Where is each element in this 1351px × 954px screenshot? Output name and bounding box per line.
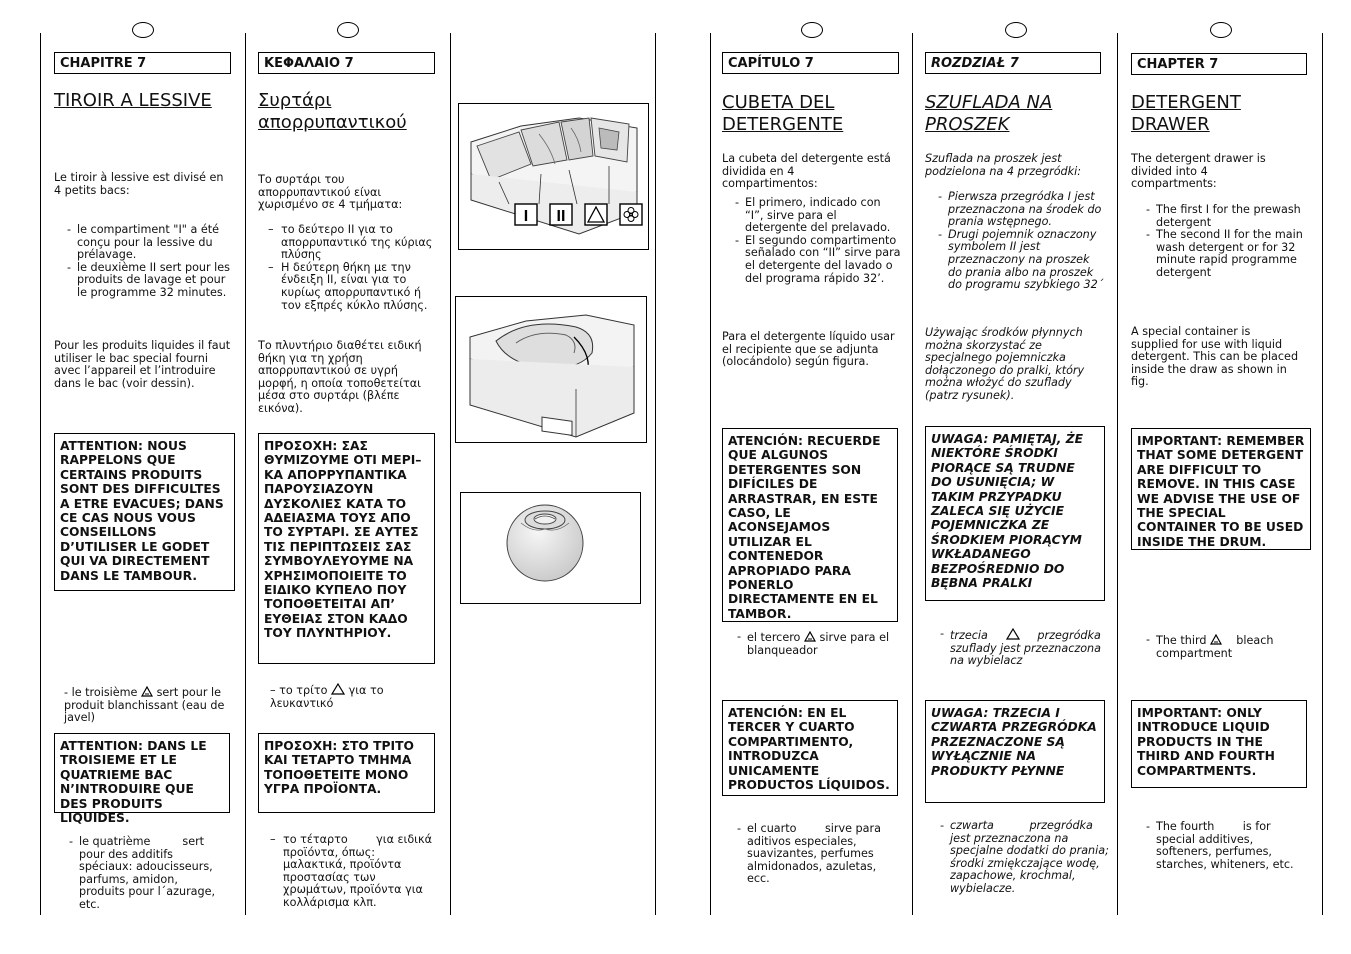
list-item (1143, 821, 1305, 871)
item-text: sirve para el blanqueador (747, 631, 890, 657)
column-rule (912, 33, 913, 915)
warning-box: ΠΡΟΣΟΧΗ: ΣΑΣ ΘΥΜΙΖΟΥΜΕ ΟΤΙ ΜΕΡΙ– ΚΑ ΑΠΟΡΡΥΠΑΝΤΙΚΑ ΠΑΡΟΥΣΙΑΖΟΥΝ ΔΥΣΚΟΛΙΕΣ ΚΑΤΑ ΤΟ ΑΔΕΙΑΣΜΑ ΤΟΥΣ ΑΠΟ ΤΟ ΣΥΡΤΑΡΙ. ΣΕ ΑΥΤΕΣ ΤΙΣ ΠΕΡΙΠΤΩΣΕΙΣ ΣΑΣ ΣΥΜΒΟΥΛΕΥΟΥΜΕ ΝΑ ΧΡΗΣΙΜΟΠΟΙΕΙΤΕ ΤΟ ΕΙΔΙΚΟ ΚΥΠΕΛΟ ΠΟΥ ΤΟΠΟΘΕΤΕΙΤΑΙ ΑΠ’ ΕΥΘΕΙΑΣ ΣΤΟΝ ΚΑΔΟ ΤΟΥ ΠΛΥΝΤΗΡΙΟΥ. (258, 433, 435, 664)
list-item-third: - le troisième sert pour le produit blanchissant (eau de javel) (64, 686, 225, 725)
item-text: is for special additives, softeners, perfumes, starches, whiteners, etc. (1156, 820, 1294, 871)
compartment-label-1: I (523, 208, 529, 225)
warning-box: UWAGA: TRZECIA I CZWARTA PRZEGRÓDKA PRZEZNACZONE SĄ WYŁĄCZNIE NA PRODUKTY PŁYNNE (925, 700, 1105, 803)
bleach-triangle-icon (1006, 628, 1020, 640)
compartment-list (64, 224, 232, 300)
item-text: bleach compartment (1156, 634, 1274, 660)
chapter-heading: ROZDZIAŁ 7 (925, 52, 1101, 74)
section-title: TIROIR A LESSIVE (54, 90, 212, 111)
warning-box: ATTENTION: NOUS RAPPELONS QUE CERTAINS PRODUITS SONT DES DIFFICULTES A ETRE EVACUES; DANS CE CAS NOUS VOUS CONSEILLONS D’UTILISER LE GODET QUI VA DIRECTEMENT DANS LE TAMBOUR. (54, 433, 235, 591)
language-circle-pl (1005, 22, 1027, 38)
list-item-third (937, 628, 1107, 668)
item-label: le troisième (71, 686, 138, 699)
list-item-third: – το τρίτο για το λευκαντικό (270, 684, 384, 710)
section-title: Συρτάρι απορρυπαντικού (258, 90, 407, 133)
chapter-heading: ΚΕΦΑΛΑΙΟ 7 (258, 52, 435, 74)
language-circle-es (801, 22, 823, 38)
compartment-label-2: II (556, 208, 566, 225)
list-item-fourth (734, 823, 899, 886)
list-item-third (734, 631, 899, 657)
item-label: el cuarto (747, 822, 797, 835)
list-item: - Pierwsza przegródka I jest przeznaczona na środek do prania wstępnego. (935, 191, 1107, 229)
item-label: trzecia (950, 629, 988, 642)
warning-box: UWAGA: PAMIĘTAJ, ŻE NIEKTÓRE ŚRODKI PIORĄCE SĄ TRUDNE DO USUNIĘCIA; W TAKIM PRZYPADKU ZALECA SIĘ UŻYCIE POJEMNICZKA ZE ŚRODKIEM PIORĄCYM WKŁADANEGO BEZPOŚREDNIO DO BĘBNA PRALKI (925, 426, 1105, 601)
detergent-ball-figure (460, 492, 641, 604)
item-text: για το λευκαντικό (270, 684, 384, 710)
liquid-text: A special container is supplied for use with liquid detergent. This can be placed inside the draw as shown in fig. (1131, 325, 1299, 389)
liquid-text: Pour les produits liquides il faut utiliser le bac special fourni avec l’appareil et l’introduire dans le bac (voir dessin). (54, 339, 231, 390)
item-text: για ειδικά προϊόντα, όπως: μαλακτικά, προϊόντα προστασίας των χρωμάτων, προϊόντα για κολλάρισμα κλπ. (283, 833, 432, 909)
item-label: czwarta (950, 819, 994, 832)
column-rule (655, 33, 656, 915)
bleach-triangle-icon (1210, 634, 1222, 645)
list-item (937, 820, 1109, 896)
intro-text: Το συρτάρι του απορρυπαντικού είναι χωρισμένο σε 4 τμήματα: (258, 173, 403, 212)
list-item (270, 834, 436, 910)
list-item: - Drugi pojemnik oznaczony symbolem II jest przeznaczony na proszek do prania albo na proszek do programu szybkiego 32´ (935, 229, 1107, 292)
warning-box: IMPORTANT: REMEMBER THAT SOME DETERGENT ARE DIFFICULT TO REMOVE. IN THIS CASE WE ADVISE THE USE OF THE SPECIAL CONTAINER TO BE USED INSIDE THE DRUM. (1131, 428, 1311, 550)
liquid-text: Para el detergente líquido usar el recipiente que se adjunta (olocándolo) según figura. (722, 330, 895, 369)
list-item: – το δεύτερο II για το απορρυπαντικό της κύριας πλύσης (268, 224, 438, 262)
dosing-ball-illustration (461, 493, 640, 603)
intro-text: Le tiroir à lessive est divisé en 4 petits bacs: (54, 171, 224, 197)
bleach-triangle-icon (331, 683, 345, 695)
compartment-list (1143, 204, 1311, 280)
list-item: - The second II for the main wash detergent or for 32 minute rapid programme detergent (1143, 229, 1311, 279)
list-item: – Η δεύτερη θήκη με την ένδειξη II, είναι για το κυρίως απορρυπαντικό ή τον εξπρές κύκλο πλύσης. (268, 262, 438, 312)
list-item: - le deuxième II sert pour les produits de lavage et pour le programme 32 minutes. (64, 262, 232, 300)
language-circle-en (1210, 22, 1232, 38)
intro-text: Szuflada na proszek jest podzielona na 4 przegródki: (925, 152, 1082, 178)
list-item-fourth (1143, 821, 1305, 871)
compartment-list (268, 224, 438, 312)
item-text: sert pour des additifs spéciaux: adoucisseurs, parfums, amidon, produits pour l´azurage, etc. (79, 835, 216, 911)
liquid-text: Używając środków płynnych można skorzystać ze specjalnego pojemniczka dołączonego do pralki, który można włożyć do szuflady (patrz rysunek). (925, 326, 1085, 402)
column-rule (1322, 33, 1323, 915)
warning-box: ΠΡΟΣΟΧΗ: ΣΤΟ ΤΡΙΤΟ ΚΑΙ ΤΕΤΑΡΤΟ ΤΜΗΜΑ ΤΟΠΟΘΕΤΕΙΤΕ ΜΟΝΟ ΥΓΡΑ ΠΡΟΪΟΝΤΑ. (258, 733, 435, 813)
drawer-with-container-illustration (456, 297, 646, 442)
list-item (66, 836, 226, 912)
item-label: The fourth (1156, 820, 1215, 833)
item-text: przegródka jest przeznaczona na specjalne dodatki do prania; środki zmiękczające wodę, zapachowe, krochmal, wybielacze. (950, 819, 1109, 895)
list-item (734, 631, 899, 657)
language-circle-fr (132, 22, 154, 38)
bleach-triangle-icon (804, 631, 816, 642)
list-item (734, 823, 899, 886)
item-text: przegródka szuflady jest przeznaczona na wybielacz (950, 629, 1102, 668)
warning-box: IMPORTANT: ONLY INTRODUCE LIQUID PRODUCTS IN THE THIRD AND FOURTH COMPARTMENTS. (1131, 700, 1307, 788)
item-text: sirve para aditivos especiales, suavizantes, perfumes almidonados, azuletas, ecc. (747, 822, 881, 886)
list-item: - El segundo compartimento señalado con “II” sirve para el detergente del lavado o del programa rápido 32’. (732, 235, 902, 285)
chapter-heading: CHAPTER 7 (1131, 53, 1307, 75)
item-text: sert pour le produit blanchissant (eau de javel) (64, 686, 225, 725)
section-title: CUBETA DEL DETERGENTE (722, 92, 844, 135)
compartment-list (732, 197, 902, 285)
column-rule (450, 33, 451, 915)
list-item-fourth (66, 836, 226, 912)
drawer-compartments-figure (458, 103, 649, 250)
list-item-fourth (270, 834, 436, 910)
chapter-heading: CAPÍTULO 7 (722, 52, 899, 74)
section-title: SZUFLADA NA PROSZEK (925, 92, 1053, 135)
section-title: DETERGENT DRAWER (1131, 92, 1241, 135)
list-item: - El primero, indicado con “I”, sirve para el detergente del prelavado. (732, 197, 902, 235)
item-label: The third (1156, 634, 1207, 647)
bleach-triangle-icon (141, 686, 153, 697)
list-item (937, 628, 1107, 668)
item-label: το τρίτο (279, 684, 328, 697)
warning-box: ATENCIÓN: EN EL TERCER Y CUARTO COMPARTIMENTO, INTRODUZCA UNICAMENTE PRODUCTOS LÍQUIDOS. (722, 700, 898, 796)
intro-text: The detergent drawer is divided into 4 compartments: (1131, 152, 1266, 191)
list-item: - The first I for the prewash detergent (1143, 204, 1311, 229)
list-item-fourth (937, 820, 1109, 896)
list-item: - le compartiment "I" a été conçu pour la lessive du prélavage. (64, 224, 232, 262)
column-rule (40, 33, 41, 915)
column-rule (710, 33, 711, 915)
list-item-third (1143, 634, 1313, 660)
liquid-container-figure (455, 296, 647, 443)
item-label: le quatrième (79, 835, 151, 848)
warning-box: ATENCIÓN: RECUERDE QUE ALGUNOS DETERGENTES SON DIFÍCILES DE ARRASTRAR, EN ESTE CASO, LE ACONSEJAMOS UTILIZAR EL CONTENEDOR APROPIADO PARA PONERLO DIRECTAMENTE EN EL TAMBOR. (722, 428, 898, 622)
language-circle-gr (337, 22, 359, 38)
liquid-text: Το πλυντήριο διαθέτει ειδική θήκη για τη χρήση απορρυπαντικού σε υγρή μορφή, η οποία τοποθετείται μέσα στο συρτάρι (βλέπε εικόνα). (258, 339, 422, 415)
column-rule (245, 33, 246, 915)
column-rule (1117, 33, 1118, 915)
drawer-illustration (459, 104, 648, 249)
list-item (1143, 634, 1313, 660)
intro-text: La cubeta del detergente está dividida en 4 compartimentos: (722, 152, 891, 191)
chapter-heading: CHAPITRE 7 (54, 52, 231, 74)
item-label: το τέταρτο (283, 833, 348, 846)
compartment-list (935, 191, 1107, 292)
item-label: el tercero (747, 631, 801, 644)
warning-box: ATTENTION: DANS LE TROISIEME ET LE QUATRIEME BAC N’INTRODUIRE QUE DES PRODUITS LIQUIDES. (54, 733, 230, 813)
